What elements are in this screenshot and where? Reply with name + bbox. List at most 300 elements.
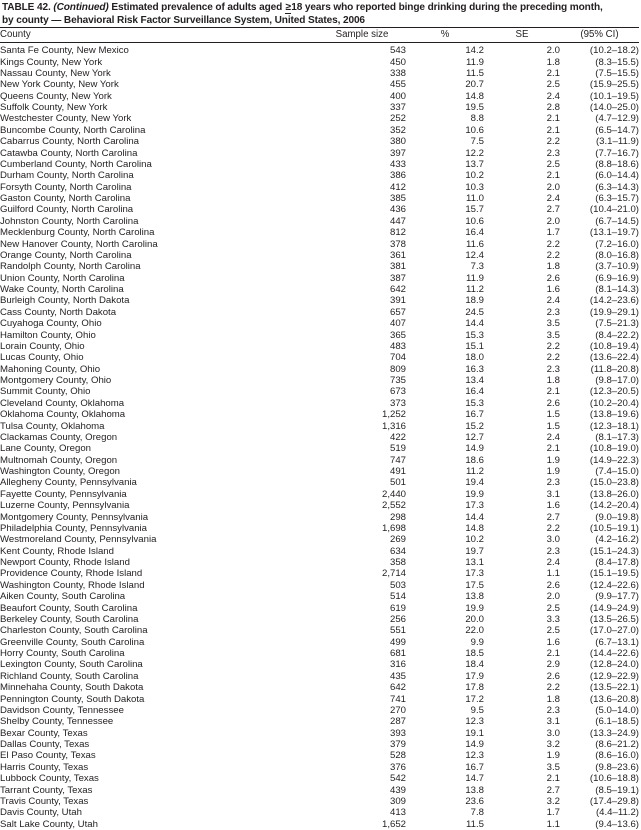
cell-confidence-interval: (15.1–24.3): [560, 546, 639, 557]
cell-confidence-interval: (3.7–10.9): [560, 261, 639, 272]
cell-standard-error: 2.2: [484, 341, 560, 352]
table-row: [0, 318, 639, 329]
table-row: [0, 216, 639, 227]
cell-percent: 15.2: [406, 421, 484, 432]
table-row: [0, 261, 639, 272]
cell-standard-error: 2.2: [484, 250, 560, 261]
cell-percent: 18.6: [406, 455, 484, 466]
table-row: [0, 614, 639, 625]
cell-sample-size: 542: [318, 773, 406, 784]
table-row: [0, 136, 639, 147]
cell-percent: 14.8: [406, 523, 484, 534]
cell-sample-size: 747: [318, 455, 406, 466]
cell-confidence-interval: (10.6–18.8): [560, 773, 639, 784]
cell-county-name: Newport County, Rhode Island: [0, 557, 318, 568]
table-row: [0, 500, 639, 511]
cell-confidence-interval: (6.5–14.7): [560, 125, 639, 136]
cell-county-name: Lorain County, Ohio: [0, 341, 318, 352]
cell-confidence-interval: (12.8–24.0): [560, 659, 639, 670]
cell-confidence-interval: (10.1–19.5): [560, 91, 639, 102]
cell-sample-size: 287: [318, 716, 406, 727]
table-row: [0, 591, 639, 602]
cell-standard-error: 3.2: [484, 796, 560, 807]
column-header-percent: %: [406, 28, 484, 43]
cell-standard-error: 1.9: [484, 455, 560, 466]
cell-percent: 18.5: [406, 648, 484, 659]
cell-county-name: Mecklenburg County, North Carolina: [0, 227, 318, 238]
cell-county-name: Catawba County, North Carolina: [0, 148, 318, 159]
cell-confidence-interval: (12.4–22.6): [560, 580, 639, 591]
cell-percent: 12.3: [406, 716, 484, 727]
cell-percent: 22.0: [406, 625, 484, 636]
cell-percent: 15.3: [406, 398, 484, 409]
cell-confidence-interval: (15.0–23.8): [560, 477, 639, 488]
cell-standard-error: 2.3: [484, 546, 560, 557]
cell-confidence-interval: (5.0–14.0): [560, 705, 639, 716]
cell-confidence-interval: (4.2–16.2): [560, 534, 639, 545]
cell-county-name: Orange County, North Carolina: [0, 250, 318, 261]
table-row: [0, 568, 639, 579]
cell-sample-size: 387: [318, 273, 406, 284]
cell-standard-error: 1.5: [484, 421, 560, 432]
cell-county-name: Kings County, New York: [0, 57, 318, 68]
table-row: [0, 762, 639, 773]
cell-confidence-interval: (17.4–29.8): [560, 796, 639, 807]
cell-percent: 14.9: [406, 443, 484, 454]
cell-confidence-interval: (4.4–11.2): [560, 807, 639, 818]
cell-standard-error: 2.0: [484, 591, 560, 602]
table-number: TABLE 42.: [2, 2, 51, 13]
cell-sample-size: 642: [318, 284, 406, 295]
cell-confidence-interval: (7.5–15.5): [560, 68, 639, 79]
cell-county-name: Washington County, Oregon: [0, 466, 318, 477]
cell-county-name: Allegheny County, Pennsylvania: [0, 477, 318, 488]
cell-standard-error: 2.2: [484, 523, 560, 534]
cell-county-name: New Hanover County, North Carolina: [0, 239, 318, 250]
table-row: [0, 398, 639, 409]
cell-sample-size: 269: [318, 534, 406, 545]
cell-percent: 11.9: [406, 57, 484, 68]
cell-county-name: Mahoning County, Ohio: [0, 364, 318, 375]
cell-standard-error: 1.8: [484, 57, 560, 68]
table-row: [0, 580, 639, 591]
cell-standard-error: 2.1: [484, 386, 560, 397]
table-row: [0, 557, 639, 568]
cell-confidence-interval: (10.8–19.4): [560, 341, 639, 352]
cell-sample-size: 407: [318, 318, 406, 329]
table-row: [0, 705, 639, 716]
cell-percent: 17.2: [406, 694, 484, 705]
cell-percent: 11.5: [406, 68, 484, 79]
cell-standard-error: 2.4: [484, 91, 560, 102]
cell-percent: 15.1: [406, 341, 484, 352]
cell-county-name: Cabarrus County, North Carolina: [0, 136, 318, 147]
cell-standard-error: 2.1: [484, 443, 560, 454]
cell-sample-size: 365: [318, 330, 406, 341]
cell-standard-error: 2.3: [484, 148, 560, 159]
table-row: [0, 819, 639, 830]
table-row: [0, 295, 639, 306]
cell-standard-error: 2.0: [484, 182, 560, 193]
table-row: [0, 637, 639, 648]
cell-county-name: Dallas County, Texas: [0, 739, 318, 750]
table-row: [0, 716, 639, 727]
cell-confidence-interval: (10.2–18.2): [560, 43, 639, 57]
cell-sample-size: 270: [318, 705, 406, 716]
cell-percent: 19.9: [406, 489, 484, 500]
cell-sample-size: 1,698: [318, 523, 406, 534]
cell-percent: 12.3: [406, 750, 484, 761]
cell-standard-error: 2.1: [484, 68, 560, 79]
cell-county-name: Tarrant County, Texas: [0, 785, 318, 796]
cell-standard-error: 2.3: [484, 364, 560, 375]
cell-confidence-interval: (6.3–14.3): [560, 182, 639, 193]
table-row: [0, 125, 639, 136]
table-row: [0, 182, 639, 193]
table-row: [0, 682, 639, 693]
cell-county-name: Kent County, Rhode Island: [0, 546, 318, 557]
cell-standard-error: 1.9: [484, 466, 560, 477]
cell-county-name: Fayette County, Pennsylvania: [0, 489, 318, 500]
header-row: [0, 28, 639, 43]
cell-county-name: Philadelphia County, Pennsylvania: [0, 523, 318, 534]
greater-than-or-equal-icon: ≥: [285, 1, 291, 14]
cell-county-name: Cleveland County, Oklahoma: [0, 398, 318, 409]
cell-percent: 11.9: [406, 273, 484, 284]
cell-county-name: Beaufort County, South Carolina: [0, 603, 318, 614]
table-row: [0, 421, 639, 432]
cell-sample-size: 435: [318, 671, 406, 682]
cell-sample-size: 338: [318, 68, 406, 79]
cell-county-name: Berkeley County, South Carolina: [0, 614, 318, 625]
cell-sample-size: 514: [318, 591, 406, 602]
cell-county-name: Tulsa County, Oklahoma: [0, 421, 318, 432]
cell-standard-error: 2.7: [484, 512, 560, 523]
cell-county-name: Cass County, North Dakota: [0, 307, 318, 318]
cell-standard-error: 2.4: [484, 557, 560, 568]
cell-sample-size: 358: [318, 557, 406, 568]
cell-county-name: Santa Fe County, New Mexico: [0, 43, 318, 57]
cell-county-name: Greenville County, South Carolina: [0, 637, 318, 648]
cell-percent: 19.7: [406, 546, 484, 557]
cell-percent: 17.3: [406, 500, 484, 511]
cell-county-name: Lucas County, Ohio: [0, 352, 318, 363]
cell-sample-size: 379: [318, 739, 406, 750]
cell-standard-error: 2.6: [484, 671, 560, 682]
cell-confidence-interval: (15.1–19.5): [560, 568, 639, 579]
table-row: [0, 273, 639, 284]
cell-standard-error: 1.8: [484, 261, 560, 272]
cell-sample-size: 316: [318, 659, 406, 670]
cell-county-name: Summit County, Ohio: [0, 386, 318, 397]
cell-sample-size: 1,316: [318, 421, 406, 432]
cell-confidence-interval: (8.6–21.2): [560, 739, 639, 750]
cell-county-name: Wake County, North Carolina: [0, 284, 318, 295]
cell-percent: 13.7: [406, 159, 484, 170]
cell-sample-size: 391: [318, 295, 406, 306]
cell-sample-size: 634: [318, 546, 406, 557]
table-row: [0, 739, 639, 750]
cell-county-name: Harris County, Texas: [0, 762, 318, 773]
table-row: [0, 91, 639, 102]
cell-standard-error: 2.3: [484, 307, 560, 318]
cell-percent: 17.9: [406, 671, 484, 682]
cell-sample-size: 378: [318, 239, 406, 250]
table-row: [0, 159, 639, 170]
table-row: [0, 79, 639, 90]
cell-sample-size: 2,552: [318, 500, 406, 511]
cell-percent: 13.8: [406, 785, 484, 796]
cell-standard-error: 2.0: [484, 216, 560, 227]
cell-confidence-interval: (15.9–25.5): [560, 79, 639, 90]
cell-percent: 15.3: [406, 330, 484, 341]
cell-confidence-interval: (13.8–26.0): [560, 489, 639, 500]
cell-percent: 8.8: [406, 113, 484, 124]
cell-sample-size: 1,252: [318, 409, 406, 420]
table-row: [0, 170, 639, 181]
cell-confidence-interval: (9.8–23.6): [560, 762, 639, 773]
cell-confidence-interval: (6.3–15.7): [560, 193, 639, 204]
table-row: [0, 443, 639, 454]
cell-sample-size: 397: [318, 148, 406, 159]
table-row: [0, 659, 639, 670]
cell-sample-size: 436: [318, 204, 406, 215]
cell-percent: 13.4: [406, 375, 484, 386]
table-row: [0, 386, 639, 397]
cell-percent: 17.8: [406, 682, 484, 693]
cell-confidence-interval: (8.1–14.3): [560, 284, 639, 295]
cell-county-name: Burleigh County, North Dakota: [0, 295, 318, 306]
cell-sample-size: 380: [318, 136, 406, 147]
table-row: [0, 57, 639, 68]
cell-confidence-interval: (14.0–25.0): [560, 102, 639, 113]
cell-sample-size: 381: [318, 261, 406, 272]
cell-percent: 10.2: [406, 534, 484, 545]
cell-confidence-interval: (6.7–14.5): [560, 216, 639, 227]
cell-standard-error: 2.1: [484, 648, 560, 659]
cell-percent: 9.9: [406, 637, 484, 648]
cell-standard-error: 3.5: [484, 318, 560, 329]
cell-percent: 19.1: [406, 728, 484, 739]
continued-marker: (Continued): [53, 2, 108, 13]
table-row: [0, 694, 639, 705]
table-row: [0, 204, 639, 215]
table-row: [0, 375, 639, 386]
table-row: [0, 546, 639, 557]
cell-sample-size: 503: [318, 580, 406, 591]
cell-percent: 7.3: [406, 261, 484, 272]
cell-percent: 23.6: [406, 796, 484, 807]
cell-confidence-interval: (13.3–24.9): [560, 728, 639, 739]
cell-standard-error: 2.3: [484, 477, 560, 488]
cell-county-name: Montgomery County, Pennsylvania: [0, 512, 318, 523]
cell-percent: 14.7: [406, 773, 484, 784]
cell-standard-error: 3.0: [484, 534, 560, 545]
cell-standard-error: 2.6: [484, 398, 560, 409]
cell-confidence-interval: (9.8–17.0): [560, 375, 639, 386]
cell-sample-size: 412: [318, 182, 406, 193]
cell-county-name: Lane County, Oregon: [0, 443, 318, 454]
cell-percent: 14.2: [406, 43, 484, 57]
cell-standard-error: 2.4: [484, 295, 560, 306]
cell-confidence-interval: (13.8–19.6): [560, 409, 639, 420]
cell-percent: 11.5: [406, 819, 484, 830]
cell-standard-error: 2.1: [484, 125, 560, 136]
table-row: [0, 352, 639, 363]
table-title: [0, 0, 639, 27]
cell-county-name: Suffolk County, New York: [0, 102, 318, 113]
cell-percent: 20.7: [406, 79, 484, 90]
cell-county-name: Forsyth County, North Carolina: [0, 182, 318, 193]
cell-county-name: Providence County, Rhode Island: [0, 568, 318, 579]
cell-sample-size: 447: [318, 216, 406, 227]
cell-confidence-interval: (13.5–26.5): [560, 614, 639, 625]
cell-standard-error: 1.5: [484, 409, 560, 420]
cell-sample-size: 735: [318, 375, 406, 386]
cell-sample-size: 1,652: [318, 819, 406, 830]
cell-standard-error: 2.5: [484, 159, 560, 170]
cell-sample-size: 439: [318, 785, 406, 796]
cell-sample-size: 704: [318, 352, 406, 363]
table-row: [0, 523, 639, 534]
cell-county-name: Washington County, Rhode Island: [0, 580, 318, 591]
cell-confidence-interval: (6.9–16.9): [560, 273, 639, 284]
cell-standard-error: 2.1: [484, 170, 560, 181]
cell-standard-error: 1.6: [484, 500, 560, 511]
cell-standard-error: 3.5: [484, 762, 560, 773]
cell-standard-error: 2.7: [484, 204, 560, 215]
cell-standard-error: 2.6: [484, 580, 560, 591]
cell-sample-size: 400: [318, 91, 406, 102]
cell-county-name: Charleston County, South Carolina: [0, 625, 318, 636]
cell-standard-error: 3.1: [484, 489, 560, 500]
cell-county-name: Gaston County, North Carolina: [0, 193, 318, 204]
cell-confidence-interval: (8.4–22.2): [560, 330, 639, 341]
cell-standard-error: 2.8: [484, 102, 560, 113]
table-row: [0, 148, 639, 159]
cell-confidence-interval: (8.0–16.8): [560, 250, 639, 261]
cell-sample-size: 252: [318, 113, 406, 124]
table-row: [0, 43, 639, 57]
cell-percent: 16.4: [406, 386, 484, 397]
cell-county-name: Buncombe County, North Carolina: [0, 125, 318, 136]
cell-confidence-interval: (9.9–17.7): [560, 591, 639, 602]
cell-confidence-interval: (9.0–19.8): [560, 512, 639, 523]
cell-standard-error: 2.3: [484, 705, 560, 716]
cell-sample-size: 298: [318, 512, 406, 523]
cell-sample-size: 483: [318, 341, 406, 352]
cell-percent: 11.0: [406, 193, 484, 204]
cell-sample-size: 619: [318, 603, 406, 614]
cell-confidence-interval: (8.5–19.1): [560, 785, 639, 796]
cell-sample-size: 551: [318, 625, 406, 636]
cell-sample-size: 361: [318, 250, 406, 261]
cell-standard-error: 1.1: [484, 568, 560, 579]
cell-confidence-interval: (7.5–21.3): [560, 318, 639, 329]
cell-county-name: El Paso County, Texas: [0, 750, 318, 761]
title-text-part1: Estimated prevalence of adults aged: [109, 2, 285, 13]
cell-percent: 16.7: [406, 409, 484, 420]
cell-confidence-interval: (6.0–14.4): [560, 170, 639, 181]
cell-confidence-interval: (7.7–16.7): [560, 148, 639, 159]
cell-confidence-interval: (14.9–22.3): [560, 455, 639, 466]
cell-percent: 12.7: [406, 432, 484, 443]
cell-county-name: Queens County, New York: [0, 91, 318, 102]
cell-confidence-interval: (8.6–16.0): [560, 750, 639, 761]
cell-standard-error: 3.5: [484, 330, 560, 341]
cell-county-name: Salt Lake County, Utah: [0, 819, 318, 830]
table-row: [0, 728, 639, 739]
cell-sample-size: 491: [318, 466, 406, 477]
column-header-ci: (95% CI): [560, 28, 639, 43]
cell-percent: 14.8: [406, 91, 484, 102]
cell-county-name: Bexar County, Texas: [0, 728, 318, 739]
cell-percent: 12.4: [406, 250, 484, 261]
cell-standard-error: 1.9: [484, 750, 560, 761]
cell-county-name: Guilford County, North Carolina: [0, 204, 318, 215]
cell-percent: 18.4: [406, 659, 484, 670]
table-row: [0, 307, 639, 318]
cell-county-name: Multnomah County, Oregon: [0, 455, 318, 466]
cell-percent: 19.5: [406, 102, 484, 113]
cell-standard-error: 3.1: [484, 716, 560, 727]
cell-percent: 9.5: [406, 705, 484, 716]
cell-sample-size: 809: [318, 364, 406, 375]
cell-percent: 14.4: [406, 512, 484, 523]
table-row: [0, 466, 639, 477]
cell-percent: 18.9: [406, 295, 484, 306]
cell-confidence-interval: (4.7–12.9): [560, 113, 639, 124]
cell-county-name: Cumberland County, North Carolina: [0, 159, 318, 170]
cell-standard-error: 2.5: [484, 79, 560, 90]
cell-standard-error: 2.2: [484, 352, 560, 363]
cell-standard-error: 2.4: [484, 193, 560, 204]
cell-confidence-interval: (6.1–18.5): [560, 716, 639, 727]
cell-percent: 11.2: [406, 466, 484, 477]
title-line-2: by county — Behavioral Risk Factor Surveillance System, United States, 2006: [2, 14, 639, 27]
cell-county-name: Lexington County, South Carolina: [0, 659, 318, 670]
cell-confidence-interval: (3.1–11.9): [560, 136, 639, 147]
cell-confidence-interval: (10.5–19.1): [560, 523, 639, 534]
cell-confidence-interval: (13.6–20.8): [560, 694, 639, 705]
table-row: [0, 648, 639, 659]
cell-confidence-interval: (11.8–20.8): [560, 364, 639, 375]
table-body: [0, 43, 639, 830]
cell-percent: 16.4: [406, 227, 484, 238]
cell-county-name: Horry County, South Carolina: [0, 648, 318, 659]
cell-percent: 17.3: [406, 568, 484, 579]
cell-county-name: Westchester County, New York: [0, 113, 318, 124]
cell-percent: 11.6: [406, 239, 484, 250]
cell-confidence-interval: (9.4–13.6): [560, 819, 639, 830]
cell-county-name: Randolph County, North Carolina: [0, 261, 318, 272]
cell-standard-error: 1.7: [484, 807, 560, 818]
cell-standard-error: 2.1: [484, 113, 560, 124]
cell-sample-size: 433: [318, 159, 406, 170]
cell-percent: 16.3: [406, 364, 484, 375]
cell-confidence-interval: (7.2–16.0): [560, 239, 639, 250]
cell-standard-error: 3.0: [484, 728, 560, 739]
cell-standard-error: 1.8: [484, 694, 560, 705]
table-row: [0, 671, 639, 682]
title-text-part2: 18 years who reported binge drinking during the preceding month,: [291, 2, 602, 13]
cell-percent: 7.8: [406, 807, 484, 818]
cell-percent: 10.2: [406, 170, 484, 181]
cell-confidence-interval: (8.8–18.6): [560, 159, 639, 170]
cell-sample-size: 528: [318, 750, 406, 761]
cell-county-name: Johnston County, North Carolina: [0, 216, 318, 227]
table-row: [0, 534, 639, 545]
